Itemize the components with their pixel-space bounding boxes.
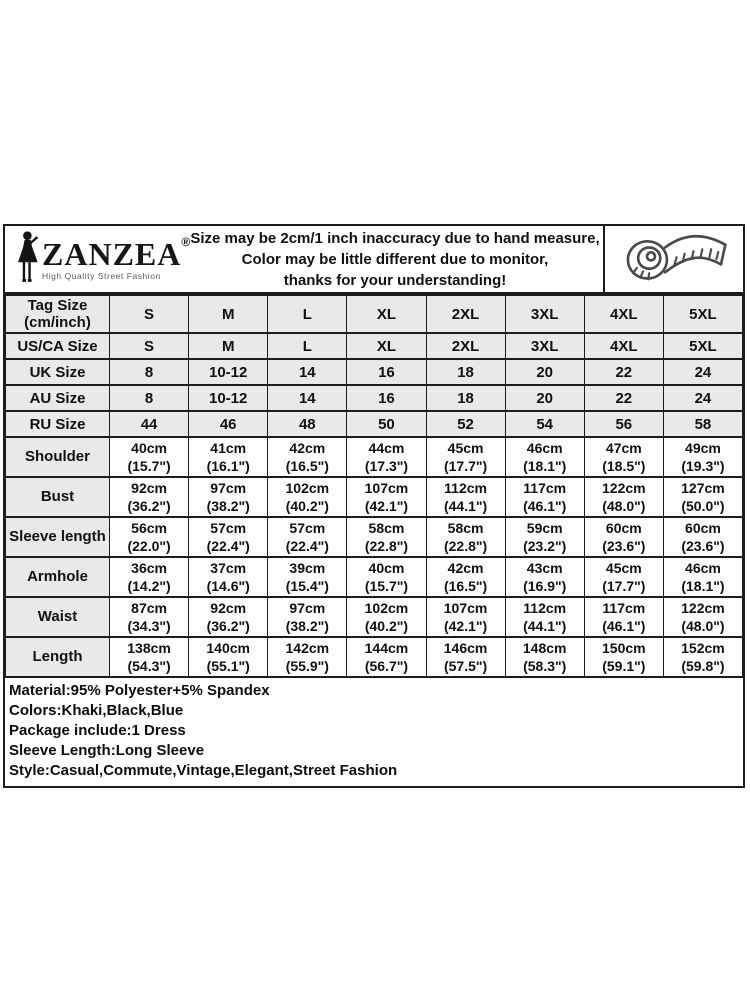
measurement-value-cell bbox=[584, 477, 663, 517]
value-cm: 112cm bbox=[444, 480, 487, 496]
value-inch: (36.2") bbox=[127, 498, 171, 514]
value-inch: (17.7") bbox=[602, 578, 646, 594]
value-cm: 40cm bbox=[131, 440, 167, 456]
value-inch: (22.4") bbox=[206, 538, 250, 554]
value-cm: 45cm bbox=[447, 440, 484, 456]
brand-name: ZANZEA® bbox=[42, 234, 192, 272]
measurement-value-cell bbox=[426, 437, 505, 477]
measurement-row bbox=[6, 477, 743, 517]
size-value-cell: 48 bbox=[268, 411, 347, 437]
measurement-value-cell bbox=[584, 637, 663, 677]
value-inch: (57.5") bbox=[443, 658, 488, 674]
size-value-cell: 14 bbox=[268, 385, 347, 411]
measurement-value-cell bbox=[505, 557, 584, 597]
measurement-value-cell bbox=[110, 477, 189, 517]
measurement-value-cell bbox=[584, 597, 663, 637]
row-label bbox=[6, 333, 110, 359]
measurement-value-cell bbox=[426, 637, 505, 677]
value-inch: (50.0") bbox=[681, 498, 725, 514]
value-inch: (16.5") bbox=[285, 458, 329, 474]
size-chart-box bbox=[3, 224, 745, 788]
value-cm: 44cm bbox=[368, 440, 405, 456]
value-cm: 60cm bbox=[605, 520, 642, 536]
row-label bbox=[6, 359, 110, 385]
value-cm: 87cm bbox=[131, 600, 167, 616]
value-inch: (16.9") bbox=[523, 578, 567, 594]
measurement-value-cell bbox=[426, 517, 505, 557]
size-value-cell: 44 bbox=[110, 411, 189, 437]
measurement-value-cell bbox=[426, 557, 505, 597]
measurement-value-cell bbox=[268, 517, 347, 557]
size-row bbox=[6, 359, 743, 385]
value-cm: 42cm bbox=[289, 440, 326, 456]
detail-style: Style:Casual,Commute,Vintage,Elegant,Street Fashion bbox=[9, 762, 398, 779]
measurement-value-cell bbox=[505, 477, 584, 517]
value-inch: (17.3") bbox=[364, 458, 409, 474]
value-inch: (48.0") bbox=[681, 618, 725, 634]
measurement-value-cell bbox=[268, 477, 347, 517]
value-cm: 58cm bbox=[447, 520, 484, 536]
detail-package: Package include:1 Dress bbox=[9, 722, 186, 739]
value-inch: (46.1") bbox=[523, 498, 567, 514]
measurement-value-cell bbox=[268, 557, 347, 597]
measurement-value-cell bbox=[426, 597, 505, 637]
measurement-value-cell bbox=[347, 557, 426, 597]
size-row bbox=[6, 385, 743, 411]
value-cm: 37cm bbox=[210, 560, 247, 576]
value-cm: 112cm bbox=[523, 600, 567, 616]
measurement-value-cell bbox=[110, 637, 189, 677]
value-inch: (23.6") bbox=[602, 538, 646, 554]
measurement-value-cell bbox=[663, 597, 742, 637]
size-value-cell: 2XL bbox=[426, 333, 505, 359]
measurement-value-cell bbox=[663, 557, 742, 597]
value-inch: (38.2") bbox=[285, 618, 329, 634]
size-value-cell: 54 bbox=[505, 411, 584, 437]
value-cm: 150cm bbox=[602, 640, 646, 656]
size-value-cell: 50 bbox=[347, 411, 426, 437]
value-cm: 107cm bbox=[443, 600, 488, 616]
value-cm: 97cm bbox=[289, 600, 326, 616]
size-value-cell: 56 bbox=[584, 411, 663, 437]
measurement-value-cell bbox=[505, 437, 584, 477]
value-inch: (14.6") bbox=[206, 578, 250, 594]
measurement-row bbox=[6, 637, 743, 677]
value-cm: 97cm bbox=[210, 480, 247, 496]
size-value-cell: 18 bbox=[426, 359, 505, 385]
value-cm: 41cm bbox=[210, 440, 247, 456]
row-label: Bust bbox=[6, 477, 110, 517]
value-inch: (14.2") bbox=[127, 578, 171, 594]
row-label: Sleeve length bbox=[6, 517, 110, 557]
size-value-cell: 22 bbox=[584, 385, 663, 411]
measurement-value-cell bbox=[663, 637, 742, 677]
measurement-value-cell bbox=[347, 477, 426, 517]
measurement-value-cell bbox=[110, 557, 189, 597]
value-inch: (16.1") bbox=[206, 458, 250, 474]
value-inch: (23.6") bbox=[681, 538, 725, 554]
measurement-value-cell bbox=[189, 597, 268, 637]
value-cm: 102cm bbox=[364, 600, 409, 616]
measurement-value-cell bbox=[584, 437, 663, 477]
size-value-cell: L bbox=[268, 333, 347, 359]
value-inch: (44.1") bbox=[523, 618, 567, 634]
product-details bbox=[5, 678, 743, 786]
value-inch: (22.0") bbox=[127, 538, 171, 554]
size-value-cell: 5XL bbox=[663, 295, 742, 333]
measurement-value-cell bbox=[268, 437, 347, 477]
measurement-value-cell bbox=[505, 517, 584, 557]
value-cm: 146cm bbox=[443, 640, 488, 656]
size-value-cell: 8 bbox=[110, 385, 189, 411]
size-value-cell: 8 bbox=[110, 359, 189, 385]
measurement-value-cell bbox=[347, 637, 426, 677]
measurement-value-cell bbox=[584, 517, 663, 557]
disclaimer-line-1: Size may be 2cm/1 inch inaccuracy due to hand measure, bbox=[190, 229, 600, 247]
size-row bbox=[6, 411, 743, 437]
value-inch: (55.9") bbox=[285, 658, 329, 674]
value-inch: (42.1") bbox=[364, 498, 409, 514]
value-inch: (58.3") bbox=[523, 658, 567, 674]
value-cm: 140cm bbox=[206, 640, 250, 656]
size-value-cell: 3XL bbox=[505, 333, 584, 359]
measurement-value-cell bbox=[347, 597, 426, 637]
value-cm: 127cm bbox=[681, 480, 725, 496]
value-cm: 138cm bbox=[127, 640, 171, 656]
value-cm: 46cm bbox=[685, 560, 721, 576]
value-cm: 122cm bbox=[681, 600, 725, 616]
size-value-cell: L bbox=[268, 295, 347, 333]
measurement-value-cell bbox=[189, 437, 268, 477]
measure-disclaimer bbox=[187, 226, 603, 292]
size-value-cell: 16 bbox=[347, 385, 426, 411]
value-cm: 57cm bbox=[210, 520, 247, 536]
value-inch: (54.3") bbox=[127, 658, 171, 674]
measurement-value-cell bbox=[663, 517, 742, 557]
row-label-line: Tag Size bbox=[27, 297, 88, 314]
value-inch: (42.1") bbox=[443, 618, 488, 634]
detail-colors: Colors:Khaki,Black,Blue bbox=[9, 702, 184, 719]
value-inch: (38.2") bbox=[206, 498, 250, 514]
value-cm: 60cm bbox=[685, 520, 721, 536]
row-label-line: RU Size bbox=[29, 415, 86, 433]
value-inch: (56.7") bbox=[364, 658, 409, 674]
row-label-line: (cm/inch) bbox=[24, 314, 91, 331]
size-value-cell: 20 bbox=[505, 385, 584, 411]
size-value-cell: 10-12 bbox=[189, 359, 268, 385]
measurement-value-cell bbox=[505, 597, 584, 637]
size-value-cell: 22 bbox=[584, 359, 663, 385]
value-inch: (15.4") bbox=[285, 578, 329, 594]
size-value-cell: 46 bbox=[189, 411, 268, 437]
size-value-cell: 24 bbox=[663, 385, 742, 411]
size-value-cell: XL bbox=[347, 295, 426, 333]
row-label bbox=[6, 411, 110, 437]
value-inch: (22.8") bbox=[364, 538, 409, 554]
size-value-cell: 14 bbox=[268, 359, 347, 385]
value-cm: 144cm bbox=[364, 640, 409, 656]
size-value-cell: 5XL bbox=[663, 333, 742, 359]
value-cm: 36cm bbox=[131, 560, 167, 576]
registered-mark: ® bbox=[181, 234, 192, 249]
value-inch: (40.2") bbox=[364, 618, 409, 634]
value-cm: 117cm bbox=[602, 600, 646, 616]
size-value-cell: 52 bbox=[426, 411, 505, 437]
measurement-value-cell bbox=[426, 477, 505, 517]
value-cm: 39cm bbox=[289, 560, 326, 576]
size-value-cell: S bbox=[110, 333, 189, 359]
size-value-cell: 18 bbox=[426, 385, 505, 411]
brand-tagline: High Quality Street Fashion bbox=[42, 270, 161, 281]
measuring-tape-icon bbox=[612, 228, 736, 290]
measurement-value-cell bbox=[584, 557, 663, 597]
size-chart-sheet bbox=[3, 224, 745, 788]
row-label: Shoulder bbox=[6, 437, 110, 477]
value-cm: 92cm bbox=[210, 600, 247, 616]
row-label-line: AU Size bbox=[29, 389, 86, 407]
measurement-value-cell bbox=[189, 477, 268, 517]
size-value-cell: M bbox=[189, 333, 268, 359]
measurement-value-cell bbox=[347, 437, 426, 477]
measurement-value-cell bbox=[347, 517, 426, 557]
size-value-cell: S bbox=[110, 295, 189, 333]
value-cm: 102cm bbox=[285, 480, 330, 496]
detail-sleeve-length: Sleeve Length:Long Sleeve bbox=[9, 742, 205, 759]
value-cm: 47cm bbox=[605, 440, 642, 456]
measurement-row bbox=[6, 437, 743, 477]
value-inch: (15.7") bbox=[364, 578, 409, 594]
measurement-value-cell bbox=[189, 517, 268, 557]
value-inch: (18.5") bbox=[602, 458, 646, 474]
value-cm: 152cm bbox=[681, 640, 725, 656]
tape-cell bbox=[603, 226, 743, 292]
disclaimer-line-2: Color may be little different due to monitor, bbox=[241, 250, 549, 268]
measurement-value-cell bbox=[110, 597, 189, 637]
value-inch: (19.3") bbox=[681, 458, 725, 474]
value-cm: 56cm bbox=[131, 520, 167, 536]
size-value-cell: 24 bbox=[663, 359, 742, 385]
value-inch: (22.4") bbox=[285, 538, 329, 554]
value-inch: (46.1") bbox=[602, 618, 646, 634]
size-value-cell: 10-12 bbox=[189, 385, 268, 411]
size-value-cell: 2XL bbox=[426, 295, 505, 333]
size-row bbox=[6, 295, 743, 333]
value-cm: 117cm bbox=[523, 480, 567, 496]
value-inch: (55.1") bbox=[206, 658, 250, 674]
size-value-cell: 16 bbox=[347, 359, 426, 385]
size-value-cell: 58 bbox=[663, 411, 742, 437]
measurement-value-cell bbox=[189, 637, 268, 677]
value-cm: 45cm bbox=[605, 560, 642, 576]
value-cm: 58cm bbox=[368, 520, 405, 536]
value-cm: 57cm bbox=[289, 520, 326, 536]
row-label: Length bbox=[6, 637, 110, 677]
value-cm: 42cm bbox=[447, 560, 484, 576]
value-inch: (40.2") bbox=[285, 498, 329, 514]
row-label: Armhole bbox=[6, 557, 110, 597]
measurement-value-cell bbox=[268, 597, 347, 637]
value-inch: (44.1") bbox=[443, 498, 488, 514]
value-cm: 107cm bbox=[364, 480, 409, 496]
header-band bbox=[5, 226, 743, 294]
value-cm: 148cm bbox=[522, 640, 567, 656]
measurement-row bbox=[6, 517, 743, 557]
value-inch: (17.7") bbox=[443, 458, 488, 474]
disclaimer-line-3: thanks for your understanding! bbox=[283, 271, 507, 289]
size-value-cell: XL bbox=[347, 333, 426, 359]
value-inch: (22.8") bbox=[443, 538, 488, 554]
value-cm: 49cm bbox=[685, 440, 721, 456]
measurement-value-cell bbox=[110, 437, 189, 477]
value-cm: 59cm bbox=[526, 520, 563, 536]
value-cm: 40cm bbox=[368, 560, 405, 576]
size-chart-table bbox=[5, 294, 743, 678]
measurement-row bbox=[6, 597, 743, 637]
row-label bbox=[6, 295, 110, 333]
value-inch: (18.1") bbox=[681, 578, 725, 594]
measurement-value-cell bbox=[189, 557, 268, 597]
measurement-value-cell bbox=[110, 517, 189, 557]
value-inch: (23.2") bbox=[523, 538, 567, 554]
value-cm: 142cm bbox=[285, 640, 330, 656]
woman-silhouette-icon bbox=[12, 230, 40, 288]
measurement-value-cell bbox=[663, 477, 742, 517]
row-label: Waist bbox=[6, 597, 110, 637]
size-value-cell: M bbox=[189, 295, 268, 333]
value-cm: 92cm bbox=[131, 480, 167, 496]
size-value-cell: 4XL bbox=[584, 295, 663, 333]
value-inch: (16.5") bbox=[443, 578, 488, 594]
value-cm: 46cm bbox=[526, 440, 563, 456]
size-value-cell: 3XL bbox=[505, 295, 584, 333]
measurement-value-cell bbox=[663, 437, 742, 477]
measurement-row bbox=[6, 557, 743, 597]
value-inch: (36.2") bbox=[206, 618, 250, 634]
size-row bbox=[6, 333, 743, 359]
value-cm: 43cm bbox=[526, 560, 563, 576]
brand-logo bbox=[5, 226, 192, 292]
value-cm: 122cm bbox=[602, 480, 646, 496]
value-inch: (34.3") bbox=[127, 618, 171, 634]
row-label-line: UK Size bbox=[29, 363, 86, 381]
row-label-line: US/CA Size bbox=[17, 337, 98, 355]
size-value-cell: 4XL bbox=[584, 333, 663, 359]
value-inch: (15.7") bbox=[127, 458, 171, 474]
row-label bbox=[6, 385, 110, 411]
value-inch: (59.8") bbox=[681, 658, 725, 674]
size-value-cell: 20 bbox=[505, 359, 584, 385]
value-inch: (18.1") bbox=[523, 458, 567, 474]
detail-material: Material:95% Polyester+5% Spandex bbox=[9, 682, 270, 699]
value-inch: (59.1") bbox=[602, 658, 646, 674]
measurement-value-cell bbox=[505, 637, 584, 677]
measurement-value-cell bbox=[268, 637, 347, 677]
value-inch: (48.0") bbox=[602, 498, 646, 514]
